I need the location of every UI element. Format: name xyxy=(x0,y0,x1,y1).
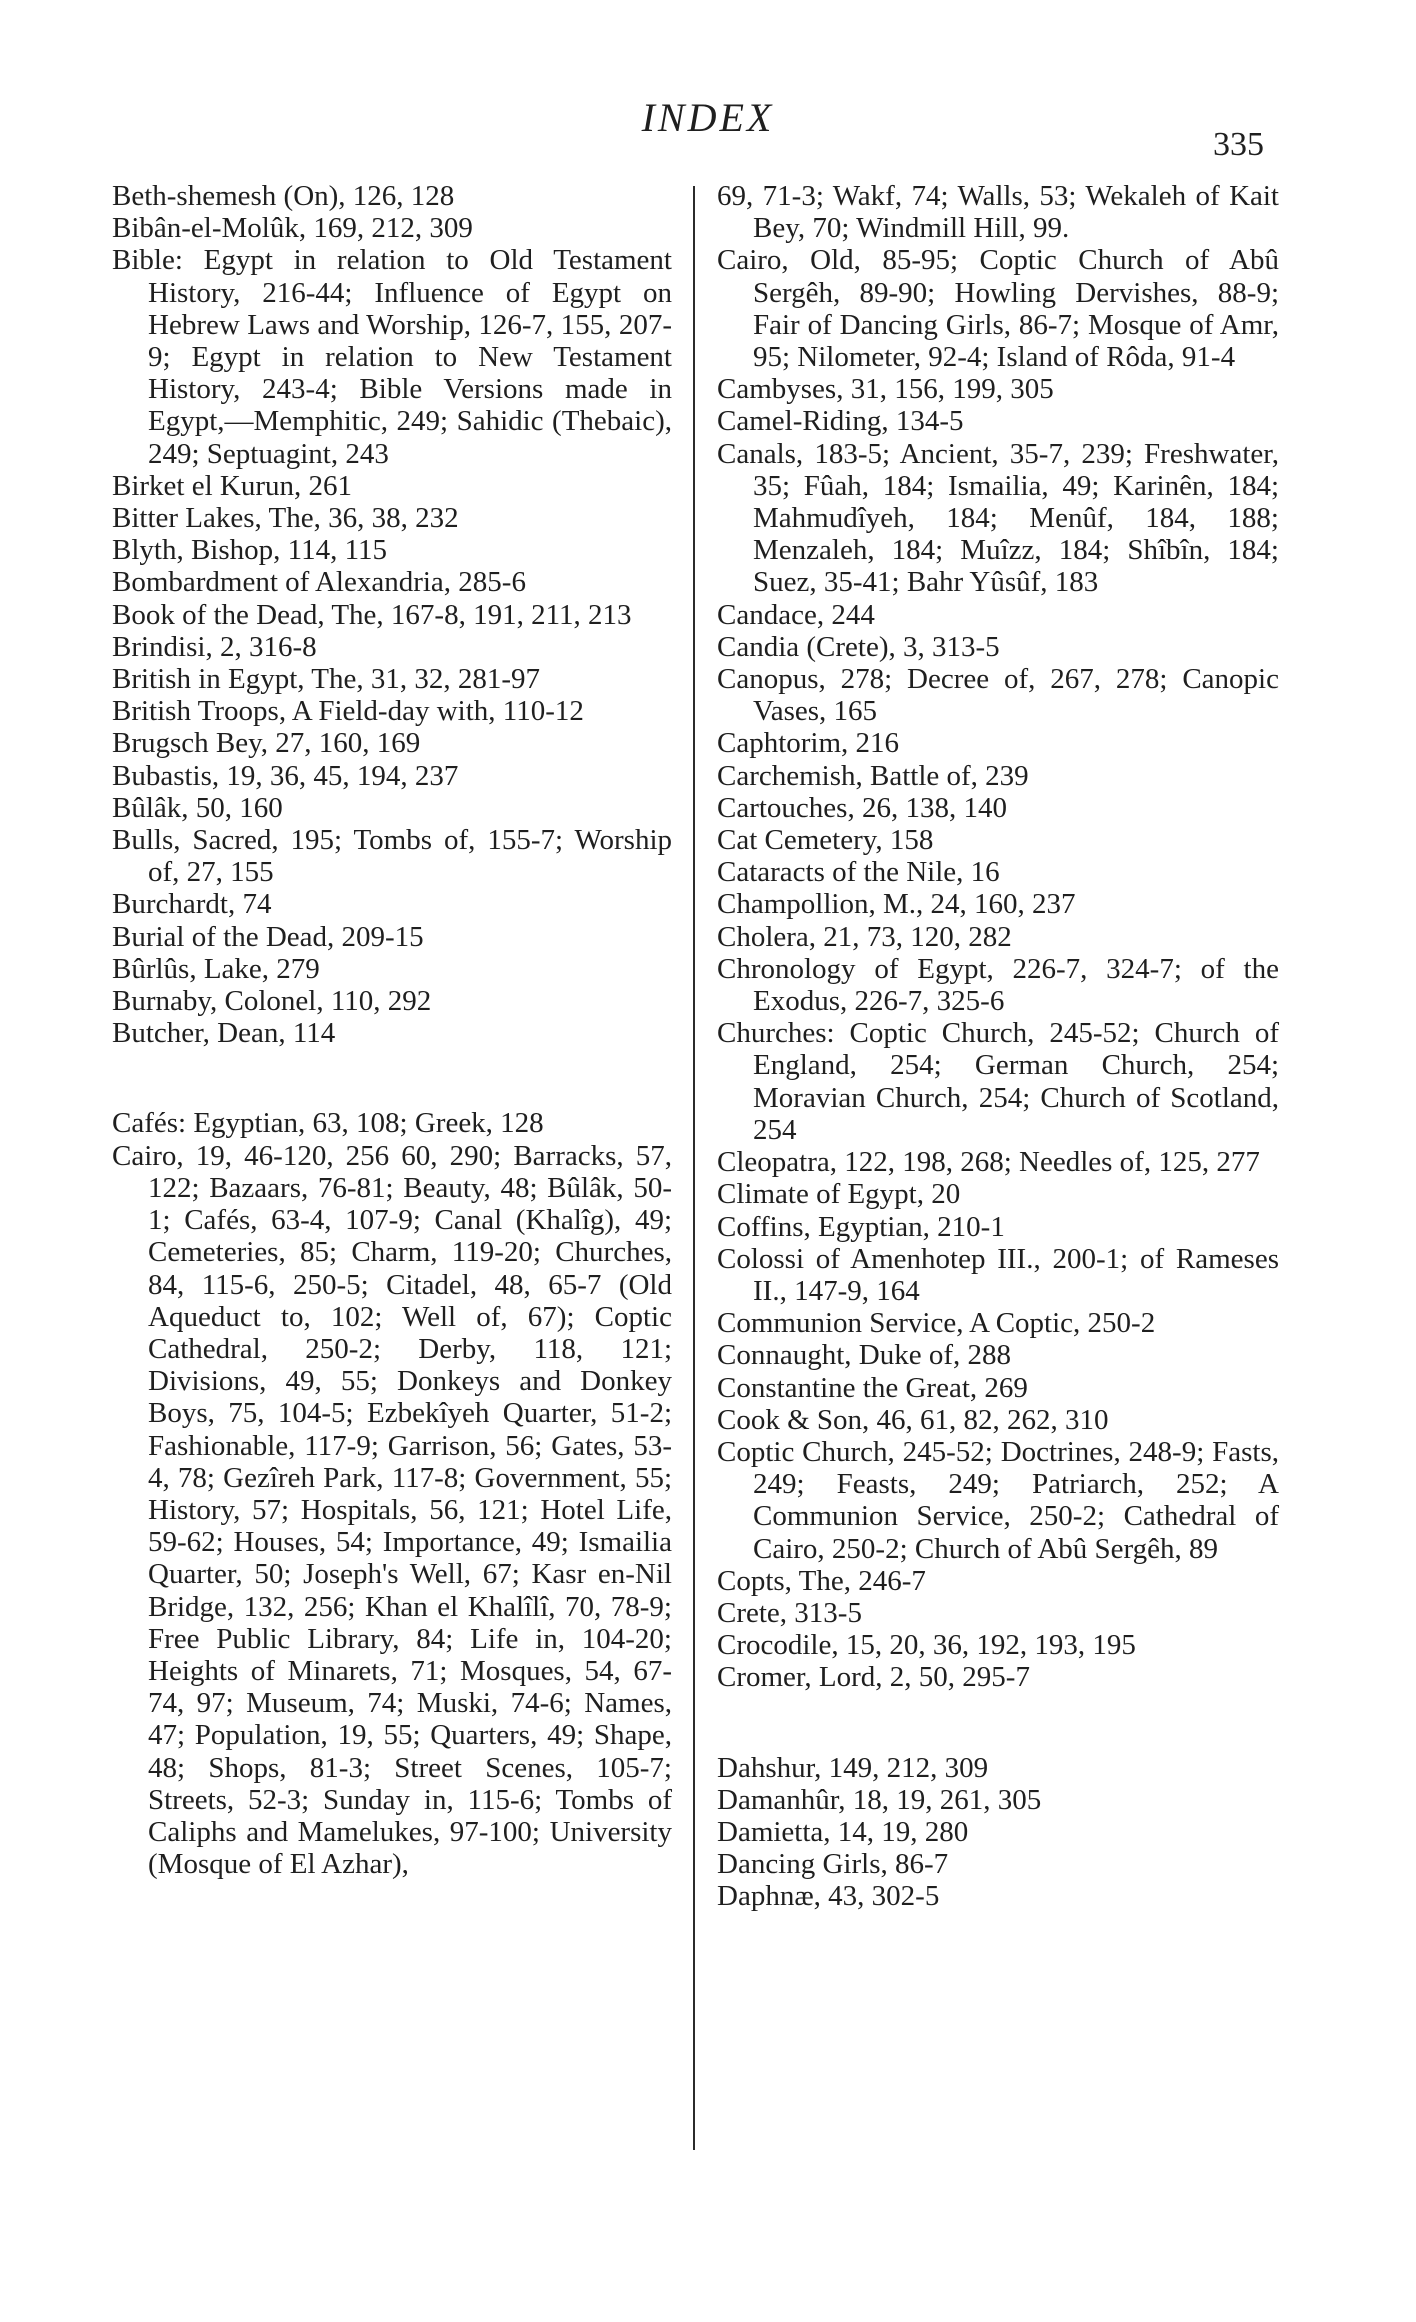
index-entry: Bible: Egypt in relation to Old Testament History, 216-44; Influence of Egypt on Hebrew Laws and Worship, 126-7, 155, 207-9; Egypt in relation to New Testament History, 243-4; Bible Versions made in Egypt,—Memphitic, 249; Sahidic (Thebaic), 249; Septuagint, 243 xyxy=(112,244,672,470)
section-gap xyxy=(717,1694,1279,1752)
index-entry: Cleopatra, 122, 198, 268; Needles of, 125, 277 xyxy=(717,1146,1260,1179)
index-entry: Brindisi, 2, 316-8 xyxy=(112,630,317,663)
index-entry: Crocodile, 15, 20, 36, 192, 193, 195 xyxy=(717,1629,1136,1662)
index-entry: Bûrlûs, Lake, 279 xyxy=(112,952,320,985)
index-entry: Daphnæ, 43, 302-5 xyxy=(717,1880,940,1913)
column-divider xyxy=(693,186,695,2150)
running-title: INDEX xyxy=(641,95,775,140)
index-entry: Cholera, 21, 73, 120, 282 xyxy=(717,920,1012,953)
index-entry: Burchardt, 74 xyxy=(112,888,272,921)
index-entry: Beth-shemesh (On), 126, 128 xyxy=(112,180,455,212)
index-entry: Coptic Church, 245-52; Doctrines, 248-9; Fasts, 249; Feasts, 249; Patriarch, 252; A Communion Service, 250-2; Cathedral of Cairo, 250-2; Church of Abû Sergêh, 89 xyxy=(717,1435,1279,1565)
index-entry: Cairo, 19, 46-120, 256 60, 290; Barracks, 57, 122; Bazaars, 76-81; Beauty, 48; Bûlâk, 50-1; Cafés, 63-4, 107-9; Canal (Khalîg), 49; Cemeteries, 85; Charm, 119-20; Churches, 84, 115-6, 250-5; Citadel, 48, 65-7 (Old Aqueduct to, 102; Well of, 67); Coptic Cathedral, 250-2; Derby, 118, 121; Divisions, 49, 55; Donkeys and Donkey Boys, 75, 104-5; Ezbekîyeh Quarter, 51-2; Fashionable, 117-9; Garrison, 56; Gates, 53-4, 78; Gezîreh Park, 117-8; Government, 55; History, 57; Hospitals, 56, 121; Hotel Life, 59-62; Houses, 54; Importance, 49; Ismailia Quarter, 50; Joseph's Well, 67; Kasr en-Nil Bridge, 132, 256; Khan el Khalîlî, 70, 78-9; Free Public Library, 84; Life in, 104-20; Heights of Minarets, 71; Mosques, 54, 67-74, 97; Museum, 74; Muski, 74-6; Names, 47; Population, 19, 55; Quarters, 49; Shape, 48; Shops, 81-3; Street Scenes, 105-7; Streets, 52-3; Sunday in, 115-6; Tombs of Caliphs and Mamelukes, 97-100; University (Mosque of El Azhar), xyxy=(112,1139,672,1881)
index-entry: Caphtorim, 216 xyxy=(717,727,900,760)
index-entry: Blyth, Bishop, 114, 115 xyxy=(112,534,387,567)
index-entry: Cartouches, 26, 138, 140 xyxy=(717,791,1007,824)
index-entry: Candia (Crete), 3, 313-5 xyxy=(717,630,1000,663)
index-entry: Crete, 313-5 xyxy=(717,1596,862,1629)
index-entry: Birket el Kurun, 261 xyxy=(112,469,353,502)
index-entry: Brugsch Bey, 27, 160, 169 xyxy=(112,727,421,760)
index-entry: Bulls, Sacred, 195; Tombs of, 155-7; Worship of, 27, 155 xyxy=(112,824,672,889)
index-entry: British in Egypt, The, 31, 32, 281-97 xyxy=(112,663,541,696)
section-gap xyxy=(112,1049,672,1107)
index-entry: Constantine the Great, 269 xyxy=(717,1371,1028,1404)
index-entry: Camel-Riding, 134-5 xyxy=(717,405,964,438)
index-entry: Burnaby, Colonel, 110, 292 xyxy=(112,985,432,1018)
index-entry: Cafés: Egyptian, 63, 108; Greek, 128 xyxy=(112,1107,544,1140)
index-entry: Bûlâk, 50, 160 xyxy=(112,791,283,824)
index-entry: Cat Cemetery, 158 xyxy=(717,824,934,857)
index-entry: Cataracts of the Nile, 16 xyxy=(717,856,1000,889)
index-entry: Cairo, Old, 85-95; Coptic Church of Abû Sergêh, 89-90; Howling Dervishes, 88-9; Fair of Dancing Girls, 86-7; Mosque of Amr, 95; Nilometer, 92-4; Island of Rôda, 91-4 xyxy=(717,244,1279,374)
index-entry: Bubastis, 19, 36, 45, 194, 237 xyxy=(112,759,459,792)
page-number: 335 xyxy=(1213,126,1264,163)
index-group-c xyxy=(112,1107,672,1880)
index-entry: Butcher, Dean, 114 xyxy=(112,1017,336,1050)
index-group-b xyxy=(112,180,672,1049)
index-entry: Colossi of Amenhotep III., 200-1; of Rameses II., 147-9, 164 xyxy=(717,1242,1279,1307)
index-entry: Copts, The, 246-7 xyxy=(717,1564,926,1597)
index-entry: Dancing Girls, 86-7 xyxy=(717,1848,949,1881)
index-entry: Chronology of Egypt, 226-7, 324-7; of the Exodus, 226-7, 325-6 xyxy=(717,952,1279,1018)
index-entry: Climate of Egypt, 20 xyxy=(717,1178,961,1211)
index-entry: Cambyses, 31, 156, 199, 305 xyxy=(717,373,1054,406)
index-entry: Candace, 244 xyxy=(717,598,875,631)
left-column xyxy=(112,180,672,1880)
index-entry: Bibân-el-Molûk, 169, 212, 309 xyxy=(112,212,473,245)
index-entry: Canopus, 278; Decree of, 267, 278; Canopic Vases, 165 xyxy=(717,663,1279,728)
index-entry: Champollion, M., 24, 160, 237 xyxy=(717,888,1076,921)
index-group-d xyxy=(717,1752,1279,1913)
index-entry: Coffins, Egyptian, 210-1 xyxy=(717,1210,1005,1243)
index-entry: Bitter Lakes, The, 36, 38, 232 xyxy=(112,502,459,535)
index-entry: Book of the Dead, The, 167-8, 191, 211, 213 xyxy=(112,598,632,631)
index-entry: Carchemish, Battle of, 239 xyxy=(717,759,1029,792)
index-entry: 69, 71-3; Wakf, 74; Walls, 53; Wekaleh of Kait Bey, 70; Windmill Hill, 99. xyxy=(717,180,1279,245)
right-column xyxy=(717,180,1279,1913)
index-entry: Dahshur, 149, 212, 309 xyxy=(717,1751,989,1784)
index-entry: Burial of the Dead, 209-15 xyxy=(112,920,424,953)
index-entry: Churches: Coptic Church, 245-52; Church of England, 254; German Church, 254; Moravian Church, 254; Church of Scotland, 254 xyxy=(717,1017,1279,1146)
index-entry: Connaught, Duke of, 288 xyxy=(717,1339,1011,1372)
index-entry: Canals, 183-5; Ancient, 35-7, 239; Freshwater, 35; Fûah, 184; Ismailia, 49; Karinên, 184; Mahmudîyeh, 184; Menûf, 184, 188; Menzaleh, 184; Muîzz, 184; Shîbîn, 184; Suez, 35-41; Bahr Yûsûf, 183 xyxy=(717,437,1279,599)
index-entry: Bombardment of Alexandria, 285-6 xyxy=(112,566,526,599)
index-entry: Damietta, 14, 19, 280 xyxy=(717,1815,969,1848)
index-group-c-continued xyxy=(717,180,1279,1694)
index-entry: Cromer, Lord, 2, 50, 295-7 xyxy=(717,1661,1030,1694)
index-entry: Communion Service, A Coptic, 250-2 xyxy=(717,1307,1156,1340)
index-entry: British Troops, A Field-day with, 110-12 xyxy=(112,695,584,728)
index-entry: Cook & Son, 46, 61, 82, 262, 310 xyxy=(717,1403,1109,1436)
index-entry: Damanhûr, 18, 19, 261, 305 xyxy=(717,1783,1042,1816)
